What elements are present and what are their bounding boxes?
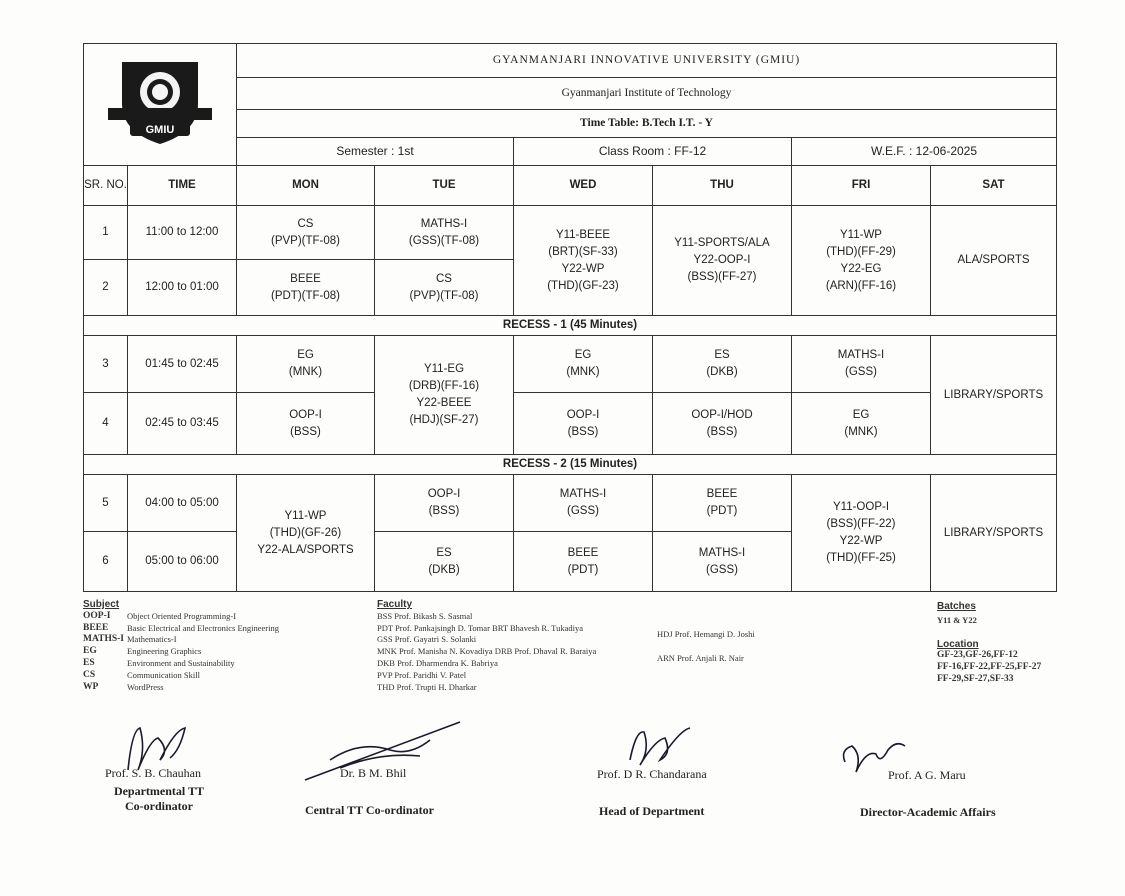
svg-text:GMIU: GMIU [145,124,175,136]
signature-role-2: Central TT Co-ordinator [305,803,434,817]
cell-sat: ALA/SPORTS [931,206,1057,316]
col-header-fri: FRI [792,166,931,206]
table-row [84,206,1057,260]
slot-no: 2 [84,260,128,316]
col-header-thu: THU [653,166,792,206]
timetable-title: Time Table: B.Tech I.T. - Y [237,110,1057,138]
subject-name: Engineering Graphics [127,646,202,657]
subject-list [83,611,373,694]
subject-item [83,658,373,670]
slot-time: 01:45 to 02:45 [128,336,237,393]
recess-2: RECESS - 2 (15 Minutes) [84,455,1057,475]
col-header-tue: TUE [375,166,514,206]
subject-name: Basic Electrical and Electronics Engineering [127,622,279,633]
col-header-time: TIME [128,166,237,206]
cell-wed: OOP-I (BSS) [514,393,653,455]
cell-tue: OOP-I (BSS) [375,475,514,532]
faculty-line: BSS Prof. Bikash S. Sasmal [377,610,473,621]
subject-code: BEEE [83,622,109,633]
table-row [84,336,1057,393]
logo-cell [84,44,237,166]
cell-tue: CS (PVP)(TF-08) [375,260,514,316]
slot-no: 4 [84,393,128,455]
cell-wed: MATHS-I (GSS) [514,475,653,532]
cell-sat: LIBRARY/SPORTS [931,336,1057,455]
slot-no: 5 [84,475,128,532]
subject-item [83,682,373,694]
col-header-sat: SAT [931,166,1057,206]
batches-value: Y11 & Y22 [937,614,977,625]
subject-name: Object Oriented Programming-I [127,610,237,621]
faculty-line: ARN Prof. Anjali R. Nair [657,652,744,663]
subject-name: Environment and Sustainability [127,657,235,668]
cell-wed: EG (MNK) [514,336,653,393]
signature-role-3: Head of Department [599,804,705,818]
cell-tue: Y11-EG (DRB)(FF-16) Y22-BEEE (HDJ)(SF-27) [375,336,514,455]
cell-thu: ES (DKB) [653,336,792,393]
cell-mon: OOP-I (BSS) [237,393,375,455]
faculty-line: HDJ Prof. Hemangi D. Joshi [657,629,755,639]
subject-item [83,646,373,658]
slot-no: 6 [84,532,128,592]
faculty-line: PVP Prof. Paridhi V. Patel [377,669,467,680]
table-row [84,475,1057,532]
location-heading: Location [937,638,979,650]
subject-item [83,670,373,682]
subject-name: Communication Skill [127,669,200,680]
subject-name: WordPress [127,681,164,692]
cell-fri: Y11-OOP-I (BSS)(FF-22) Y22-WP (THD)(FF-25) [792,475,931,592]
cell-thu: Y11-SPORTS/ALA Y22-OOP-I (BSS)(FF-27) [653,206,792,316]
faculty-legend [377,599,657,693]
subject-code: EG [83,646,97,657]
university-title: GYANMANJARI INNOVATIVE UNIVERSITY (GMIU) [237,44,1057,78]
faculty-line: MNK Prof. Manisha N. Kovadiya DRB Prof. Dhaval R. Baraiya [377,646,597,657]
recess-1: RECESS - 1 (45 Minutes) [84,316,1057,336]
signature-name-4: Prof. A G. Maru [888,768,966,782]
subject-code: MATHS-I [83,634,124,645]
cell-sat: LIBRARY/SPORTS [931,475,1057,592]
institute-title: Gyanmanjari Institute of Technology [237,78,1057,110]
signature-name-3: Prof. D R. Chandarana [597,767,707,781]
cell-wed: Y11-BEEE (BRT)(SF-33) Y22-WP (THD)(GF-23) [514,206,653,316]
location-line: FF-29,SF-27,SF-33 [937,673,1014,684]
cell-thu: BEEE (PDT) [653,475,792,532]
signature-name-2: Dr. B M. Bhil [340,766,407,780]
classroom-label: Class Room : FF-12 [514,138,792,166]
cell-mon: Y11-WP (THD)(GF-26) Y22-ALA/SPORTS [237,475,375,592]
slot-time: 12:00 to 01:00 [128,260,237,316]
slot-no: 1 [84,206,128,260]
batches-heading: Batches [937,601,976,612]
subject-item [83,611,373,623]
subject-item [83,634,373,646]
faculty-line: PDT Prof. Pankajsingh D. Tomar BRT Bhavesh R. Tukadiya [377,622,583,633]
table-row [84,393,1057,455]
slot-no: 3 [84,336,128,393]
subject-code: ES [83,657,95,668]
cell-fri: Y11-WP (THD)(FF-29) Y22-EG (ARN)(FF-16) [792,206,931,316]
location-line: GF-23,GF-26,FF-12 [937,650,1018,661]
location-line: FF-16,FF-22,FF-25,FF-27 [937,662,1042,673]
subject-code: OOP-I [83,610,111,621]
timetable [83,43,1057,592]
signature-name-1: Prof. S. B. Chauhan [105,766,201,780]
subject-heading: Subject [83,599,120,610]
signature-role-4: Director-Academic Affairs [860,805,996,819]
cell-wed: BEEE (PDT) [514,532,653,592]
cell-mon: BEEE (PDT)(TF-08) [237,260,375,316]
subject-code: WP [83,681,99,692]
cell-tue: MATHS-I (GSS)(TF-08) [375,206,514,260]
cell-thu: MATHS-I (GSS) [653,532,792,592]
cell-mon: EG (MNK) [237,336,375,393]
cell-fri: MATHS-I (GSS) [792,336,931,393]
subject-item [83,623,373,635]
faculty-extra [657,629,817,665]
subject-legend [83,599,373,693]
cell-tue: ES (DKB) [375,532,514,592]
slot-time: 02:45 to 03:45 [128,393,237,455]
faculty-heading: Faculty [377,599,413,610]
faculty-line: GSS Prof. Gayatri S. Solanki [377,634,477,645]
faculty-line: THD Prof. Trupti H. Dharkar [377,681,477,692]
wef-label: W.E.F. : 12-06-2025 [792,138,1057,166]
slot-time: 04:00 to 05:00 [128,475,237,532]
cell-thu: OOP-I/HOD (BSS) [653,393,792,455]
col-header-srno: SR. NO. [84,166,128,206]
cell-fri: EG (MNK) [792,393,931,455]
slot-time: 11:00 to 12:00 [128,206,237,260]
batches-block [937,601,1087,686]
cell-mon: CS (PVP)(TF-08) [237,206,375,260]
col-header-wed: WED [514,166,653,206]
col-header-mon: MON [237,166,375,206]
semester-label: Semester : 1st [237,138,514,166]
faculty-line: DKB Prof. Dharmendra K. Babriya [377,657,498,668]
subject-name: Mathematics-I [127,634,177,645]
slot-time: 05:00 to 06:00 [128,532,237,592]
signature-role-1: Departmental TT Co-ordinator [113,784,205,813]
subject-code: CS [83,669,96,680]
